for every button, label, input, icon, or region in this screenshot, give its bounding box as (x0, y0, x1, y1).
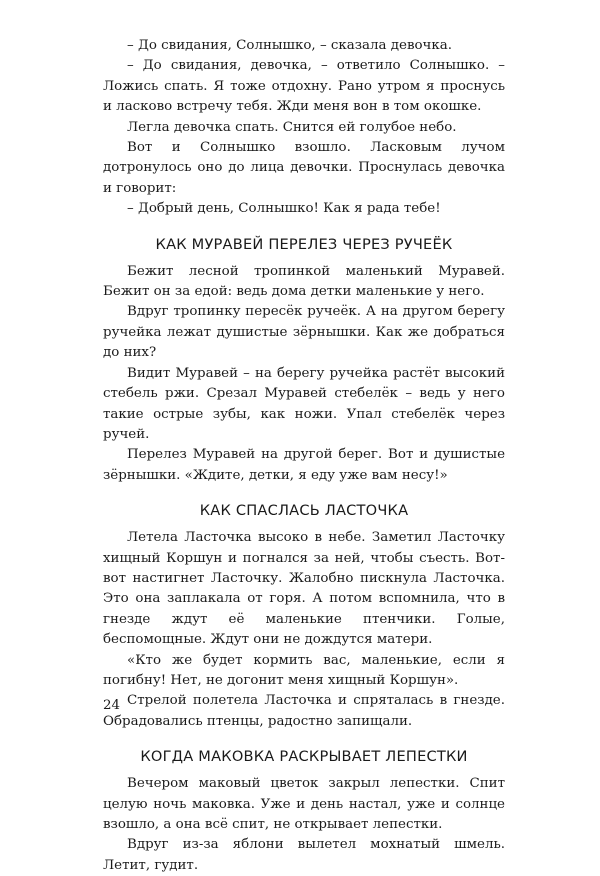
intro-paragraph: Вот и Солнышко взошло. Ласковым лучом дотронулось оно до лица девочки. Проснулась девочка и говорит: (103, 140, 505, 196)
ant-paragraph: Видит Муравей – на берегу ручейка растёт высокий стебель ржи. Срезал Муравей стебелёк – ведь у него такие острые зубы, как ножи. Упал стебелёк через ручей. (103, 365, 505, 442)
ant-paragraph: Бежит лесной тропинкой маленький Муравей. Бежит он за едой: ведь дома детки маленькие у него. (103, 263, 505, 300)
section-title-swallow: КАК СПАСЛАСЬ ЛАСТОЧКА (199, 502, 409, 520)
intro-paragraph: – До свидания, девочка, – ответило Солнышко. – Ложись спать. Я тоже отдохну. Рано утром я проснусь и ласково встречу тебя. Жди меня вон в том окошке. (103, 58, 505, 115)
ant-paragraph: Вдруг тропинку пересёк ручеёк. А на другом берегу ручейка лежат душистые зёрнышки. Как же добраться до них? (103, 304, 505, 361)
swallow-paragraph: Стрелой полетела Ласточка и спряталась в гнезде. Обрадовались птенцы, радостно запищали. (103, 693, 505, 729)
poppy-paragraph: Вечером маковый цветок закрыл лепестки. Спит целую ночь маковка. Уже и день настал, уже и солнце взошло, а она всё спит, не открывает лепестки. (103, 776, 505, 832)
intro-paragraph: – До свидания, Солнышко, – сказала девочка. (127, 38, 453, 53)
intro-paragraph: Легла девочка спать. Снится ей голубое небо. (127, 119, 457, 135)
ant-paragraph: Перелез Муравей на другой берег. Вот и душистые зёрнышки. «Ждите, детки, я еду уже вам несу!» (103, 447, 505, 483)
section-title-poppy: КОГДА МАКОВКА РАСКРЫВАЕТ ЛЕПЕСТКИ (140, 748, 468, 766)
swallow-paragraph: Летела Ласточка высоко в небе. Заметил Ласточку хищный Коршун и погнался за ней, чтобы съесть. Вот-вот настигнет Ласточку. Жалобно пискнула Ласточка. Это она заплакала от горя. А потом вспомнила, что в гнезде ждут её маленькие птенчики. Голые, беспомощные. Ждут они не дождутся матери. (103, 530, 505, 648)
page-text-column (103, 36, 505, 876)
intro-paragraph: – Добрый день, Солнышко! Как я рада тебе! (127, 201, 441, 217)
section-title-ant: КАК МУРАВЕЙ ПЕРЕЛЕЗ ЧЕРЕЗ РУЧЕЁК (155, 235, 453, 253)
page-number: 24 (103, 698, 121, 713)
swallow-paragraph: «Кто же будет кормить вас, маленькие, если я погибну! Нет, не догонит меня хищный Коршун». (103, 652, 505, 688)
poppy-paragraph: Вдруг из-за яблони вылетел мохнатый шмель. Летит, гудит. (103, 837, 505, 873)
